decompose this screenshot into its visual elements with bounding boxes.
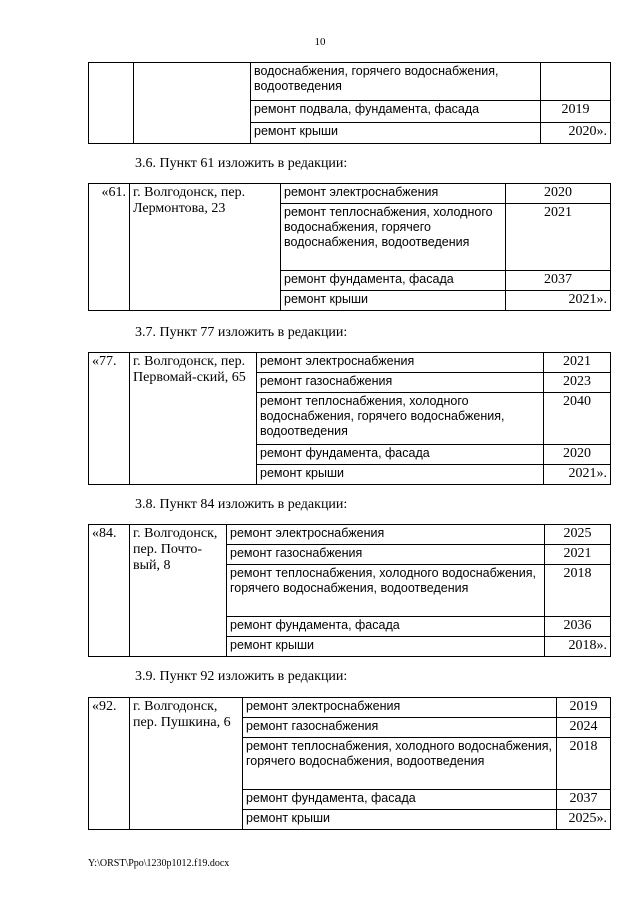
work-cell: водоснабжения, горячего водоснабжения, водоотведения — [251, 63, 541, 101]
year-cell: 2019 — [541, 101, 611, 123]
number-cell — [89, 63, 134, 144]
work-cell: ремонт электроснабжения — [281, 184, 506, 204]
year-cell: 2018 — [545, 565, 611, 617]
work-cell: ремонт теплоснабжения, холодного водоснабжения, горячего водоснабжения, водоотведения — [243, 738, 557, 790]
year-cell: 2020 — [506, 184, 611, 204]
work-cell: ремонт теплоснабжения, холодного водоснабжения, горячего водоснабжения, водоотведения — [227, 565, 545, 617]
work-cell: ремонт крыши — [251, 123, 541, 144]
year-cell: 2037 — [506, 271, 611, 291]
work-cell: ремонт крыши — [257, 465, 544, 485]
work-cell: ремонт крыши — [227, 637, 545, 657]
year-cell: 2019 — [557, 698, 611, 718]
year-cell: 2021 — [545, 545, 611, 565]
table-continuation — [88, 62, 611, 144]
year-cell: 2025 — [545, 525, 611, 545]
year-cell: 2023 — [544, 373, 611, 393]
item-address: г. Волгодонск, пер. Пушкина, 6 — [130, 698, 243, 830]
year-cell: 2018 — [557, 738, 611, 790]
year-cell: 2020». — [541, 123, 611, 144]
table-item-84 — [88, 524, 611, 657]
section-heading-3-9: 3.9. Пункт 92 изложить в редакции: — [135, 669, 348, 684]
work-cell: ремонт фундамента, фасада — [257, 445, 544, 465]
item-number: «84. — [89, 525, 130, 657]
address-cell — [134, 63, 251, 144]
year-cell: 2021». — [544, 465, 611, 485]
item-number: «61. — [89, 184, 130, 311]
section-heading-3-6: 3.6. Пункт 61 изложить в редакции: — [135, 156, 348, 171]
work-cell: ремонт теплоснабжения, холодного водоснабжения, горячего водоснабжения, водоотведения — [257, 393, 544, 445]
year-cell: 2020 — [544, 445, 611, 465]
work-cell: ремонт фундамента, фасада — [227, 617, 545, 637]
table-item-61 — [88, 183, 611, 311]
year-cell: 2021 — [506, 204, 611, 271]
year-cell: 2021». — [506, 291, 611, 311]
item-address: г. Волгодонск, пер. Почто-вый, 8 — [130, 525, 227, 657]
work-cell: ремонт теплоснабжения, холодного водоснабжения, горячего водоснабжения, водоотведения — [281, 204, 506, 271]
item-address: г. Волгодонск, пер. Лермонтова, 23 — [130, 184, 281, 311]
item-number: «77. — [89, 353, 130, 485]
work-cell: ремонт электроснабжения — [243, 698, 557, 718]
table-item-92 — [88, 697, 611, 830]
work-cell: ремонт крыши — [243, 810, 557, 830]
file-path-footer: Y:\ORST\Ppo\1230p1012.f19.docx — [88, 858, 230, 869]
table-item-77 — [88, 352, 611, 485]
item-number: «92. — [89, 698, 130, 830]
work-cell: ремонт фундамента, фасада — [281, 271, 506, 291]
work-cell: ремонт электроснабжения — [227, 525, 545, 545]
year-cell: 2025». — [557, 810, 611, 830]
work-cell: ремонт газоснабжения — [227, 545, 545, 565]
year-cell: 2018». — [545, 637, 611, 657]
work-cell: ремонт крыши — [281, 291, 506, 311]
year-cell: 2036 — [545, 617, 611, 637]
work-cell: ремонт газоснабжения — [257, 373, 544, 393]
item-address: г. Волгодонск, пер. Первомай-ский, 65 — [130, 353, 257, 485]
year-cell — [541, 63, 611, 101]
year-cell: 2024 — [557, 718, 611, 738]
section-heading-3-7: 3.7. Пункт 77 изложить в редакции: — [135, 325, 348, 340]
work-cell: ремонт электроснабжения — [257, 353, 544, 373]
work-cell: ремонт подвала, фундамента, фасада — [251, 101, 541, 123]
year-cell: 2037 — [557, 790, 611, 810]
year-cell: 2021 — [544, 353, 611, 373]
section-heading-3-8: 3.8. Пункт 84 изложить в редакции: — [135, 497, 348, 512]
work-cell: ремонт фундамента, фасада — [243, 790, 557, 810]
year-cell: 2040 — [544, 393, 611, 445]
work-cell: ремонт газоснабжения — [243, 718, 557, 738]
page-number: 10 — [314, 36, 326, 48]
